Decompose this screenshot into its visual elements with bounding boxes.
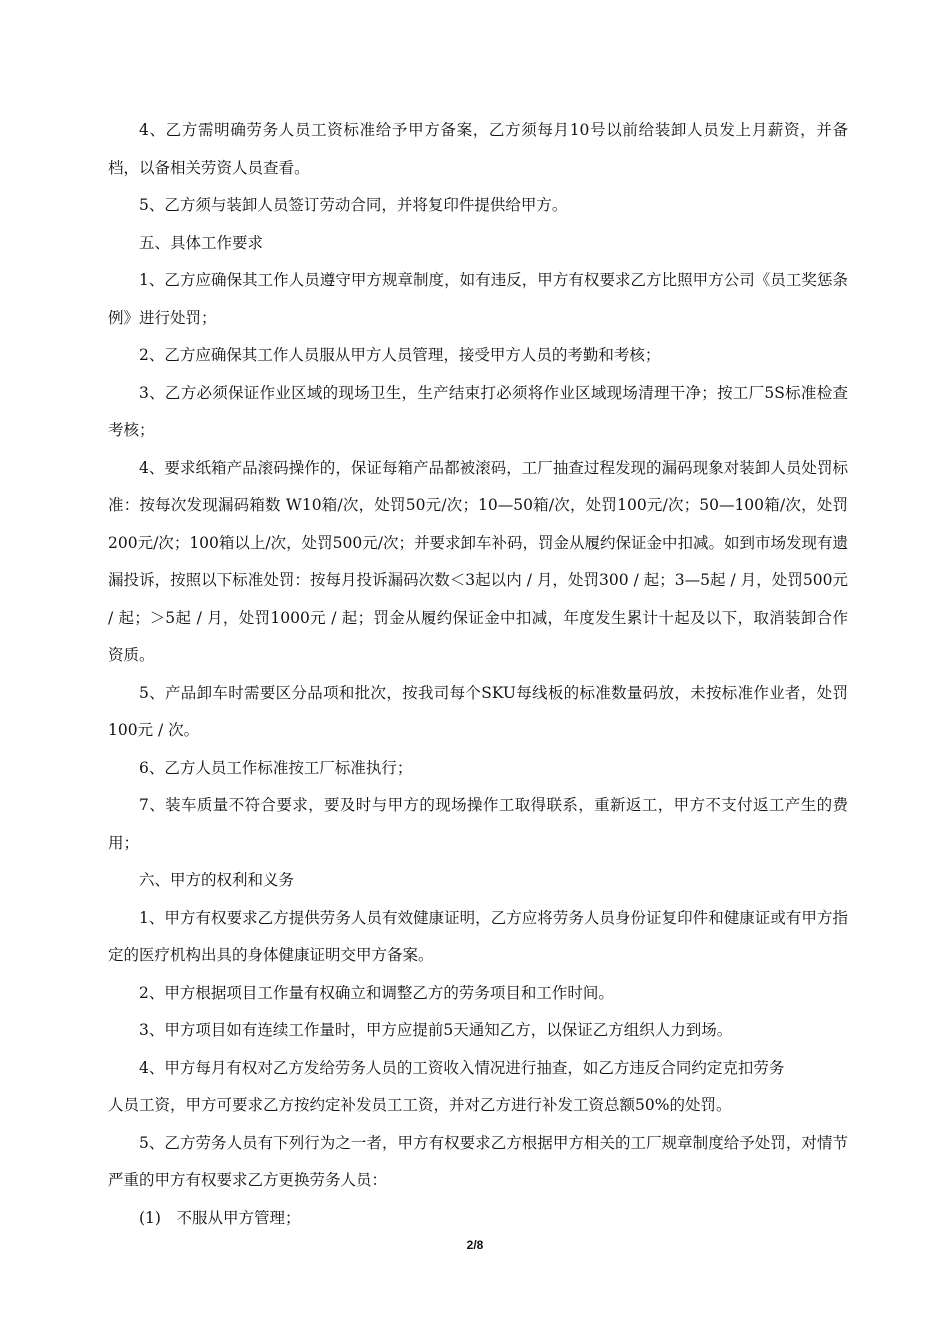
paragraph: 3、乙方必须保证作业区域的现场卫生，生产结束打必须将作业区域现场清理干净；按工厂5S标准检查考核； <box>108 383 848 439</box>
paragraph: 4、乙方需明确劳务人员工资标准给予甲方备案，乙方须每月10号以前给装卸人员发上月薪资，并备档，以备相关劳资人员查看。 <box>108 121 848 177</box>
paragraph: 1、乙方应确保其工作人员遵守甲方规章制度，如有违反，甲方有权要求乙方比照甲方公司《员工奖惩条例》进行处罚； <box>108 271 848 327</box>
paragraph: 4、要求纸箱产品滚码操作的，保证每箱产品都被滚码，工厂抽查过程发现的漏码现象对装卸人员处罚标准：按每次发现漏码箱数 W10箱/次，处罚50元/次；10—50箱/次，处罚100元/次；50—100箱/次，处罚200元/次；100箱以上/次，处罚500元/次；并要求卸车补码，罚金从履约保证金中扣减。如到市场发现有遗漏投诉，按照以下标准处罚：按每月投诉漏码次数＜3起以内 / 月，处罚300 / 起；3—5起 / 月，处罚500元 / 起；＞5起 / 月，处罚1000元 / 起；罚金从履约保证金中扣减，年度发生累计十起及以下，取消装卸合作资质。 <box>108 458 848 664</box>
paragraph: 1、甲方有权要求乙方提供劳务人员有效健康证明，乙方应将劳务人员身份证复印件和健康证或有甲方指定的医疗机构出具的身体健康证明交甲方备案。 <box>108 908 848 964</box>
section-heading: 五、具体工作要求 <box>139 233 264 252</box>
paragraph-continuation: 人员工资，甲方可要求乙方按约定补发员工工资，并对乙方进行补发工资总额50%的处罚。 <box>108 1096 732 1114</box>
section-heading: 六、甲方的权利和义务 <box>139 871 295 889</box>
list-item: (1) 不服从甲方管理； <box>139 1208 301 1227</box>
page-number: 2/8 <box>466 1238 484 1252</box>
document-body <box>108 112 848 1237</box>
paragraph: 4、甲方每月有权对乙方发给劳务人员的工资收入情况进行抽查，如乙方违反合同约定克扣劳务 <box>139 1058 785 1077</box>
paragraph: 6、乙方人员工作标准按工厂标准执行； <box>139 758 413 777</box>
paragraph: 3、甲方项目如有连续工作量时，甲方应提前5天通知乙方，以保证乙方组织人力到场。 <box>139 1021 733 1039</box>
paragraph: 2、乙方应确保其工作人员服从甲方人员管理，接受甲方人员的考勤和考核； <box>139 346 661 364</box>
paragraph: 7、装车质量不符合要求，要及时与甲方的现场操作工取得联系，重新返工，甲方不支付返工产生的费用； <box>108 796 848 852</box>
paragraph: 5、乙方须与装卸人员签订劳动合同，并将复印件提供给甲方。 <box>139 196 568 214</box>
paragraph: 2、甲方根据项目工作量有权确立和调整乙方的劳务项目和工作时间。 <box>139 983 614 1002</box>
paragraph: 5、乙方劳务人员有下列行为之一者，甲方有权要求乙方根据甲方相关的工厂规章制度给予处罚，对情节严重的甲方有权要求乙方更换劳务人员： <box>108 1133 848 1189</box>
paragraph: 5、产品卸车时需要区分品项和批次，按我司每个SKU每线板的标准数量码放，未按标准作业者，处罚100元 / 次。 <box>108 683 848 739</box>
